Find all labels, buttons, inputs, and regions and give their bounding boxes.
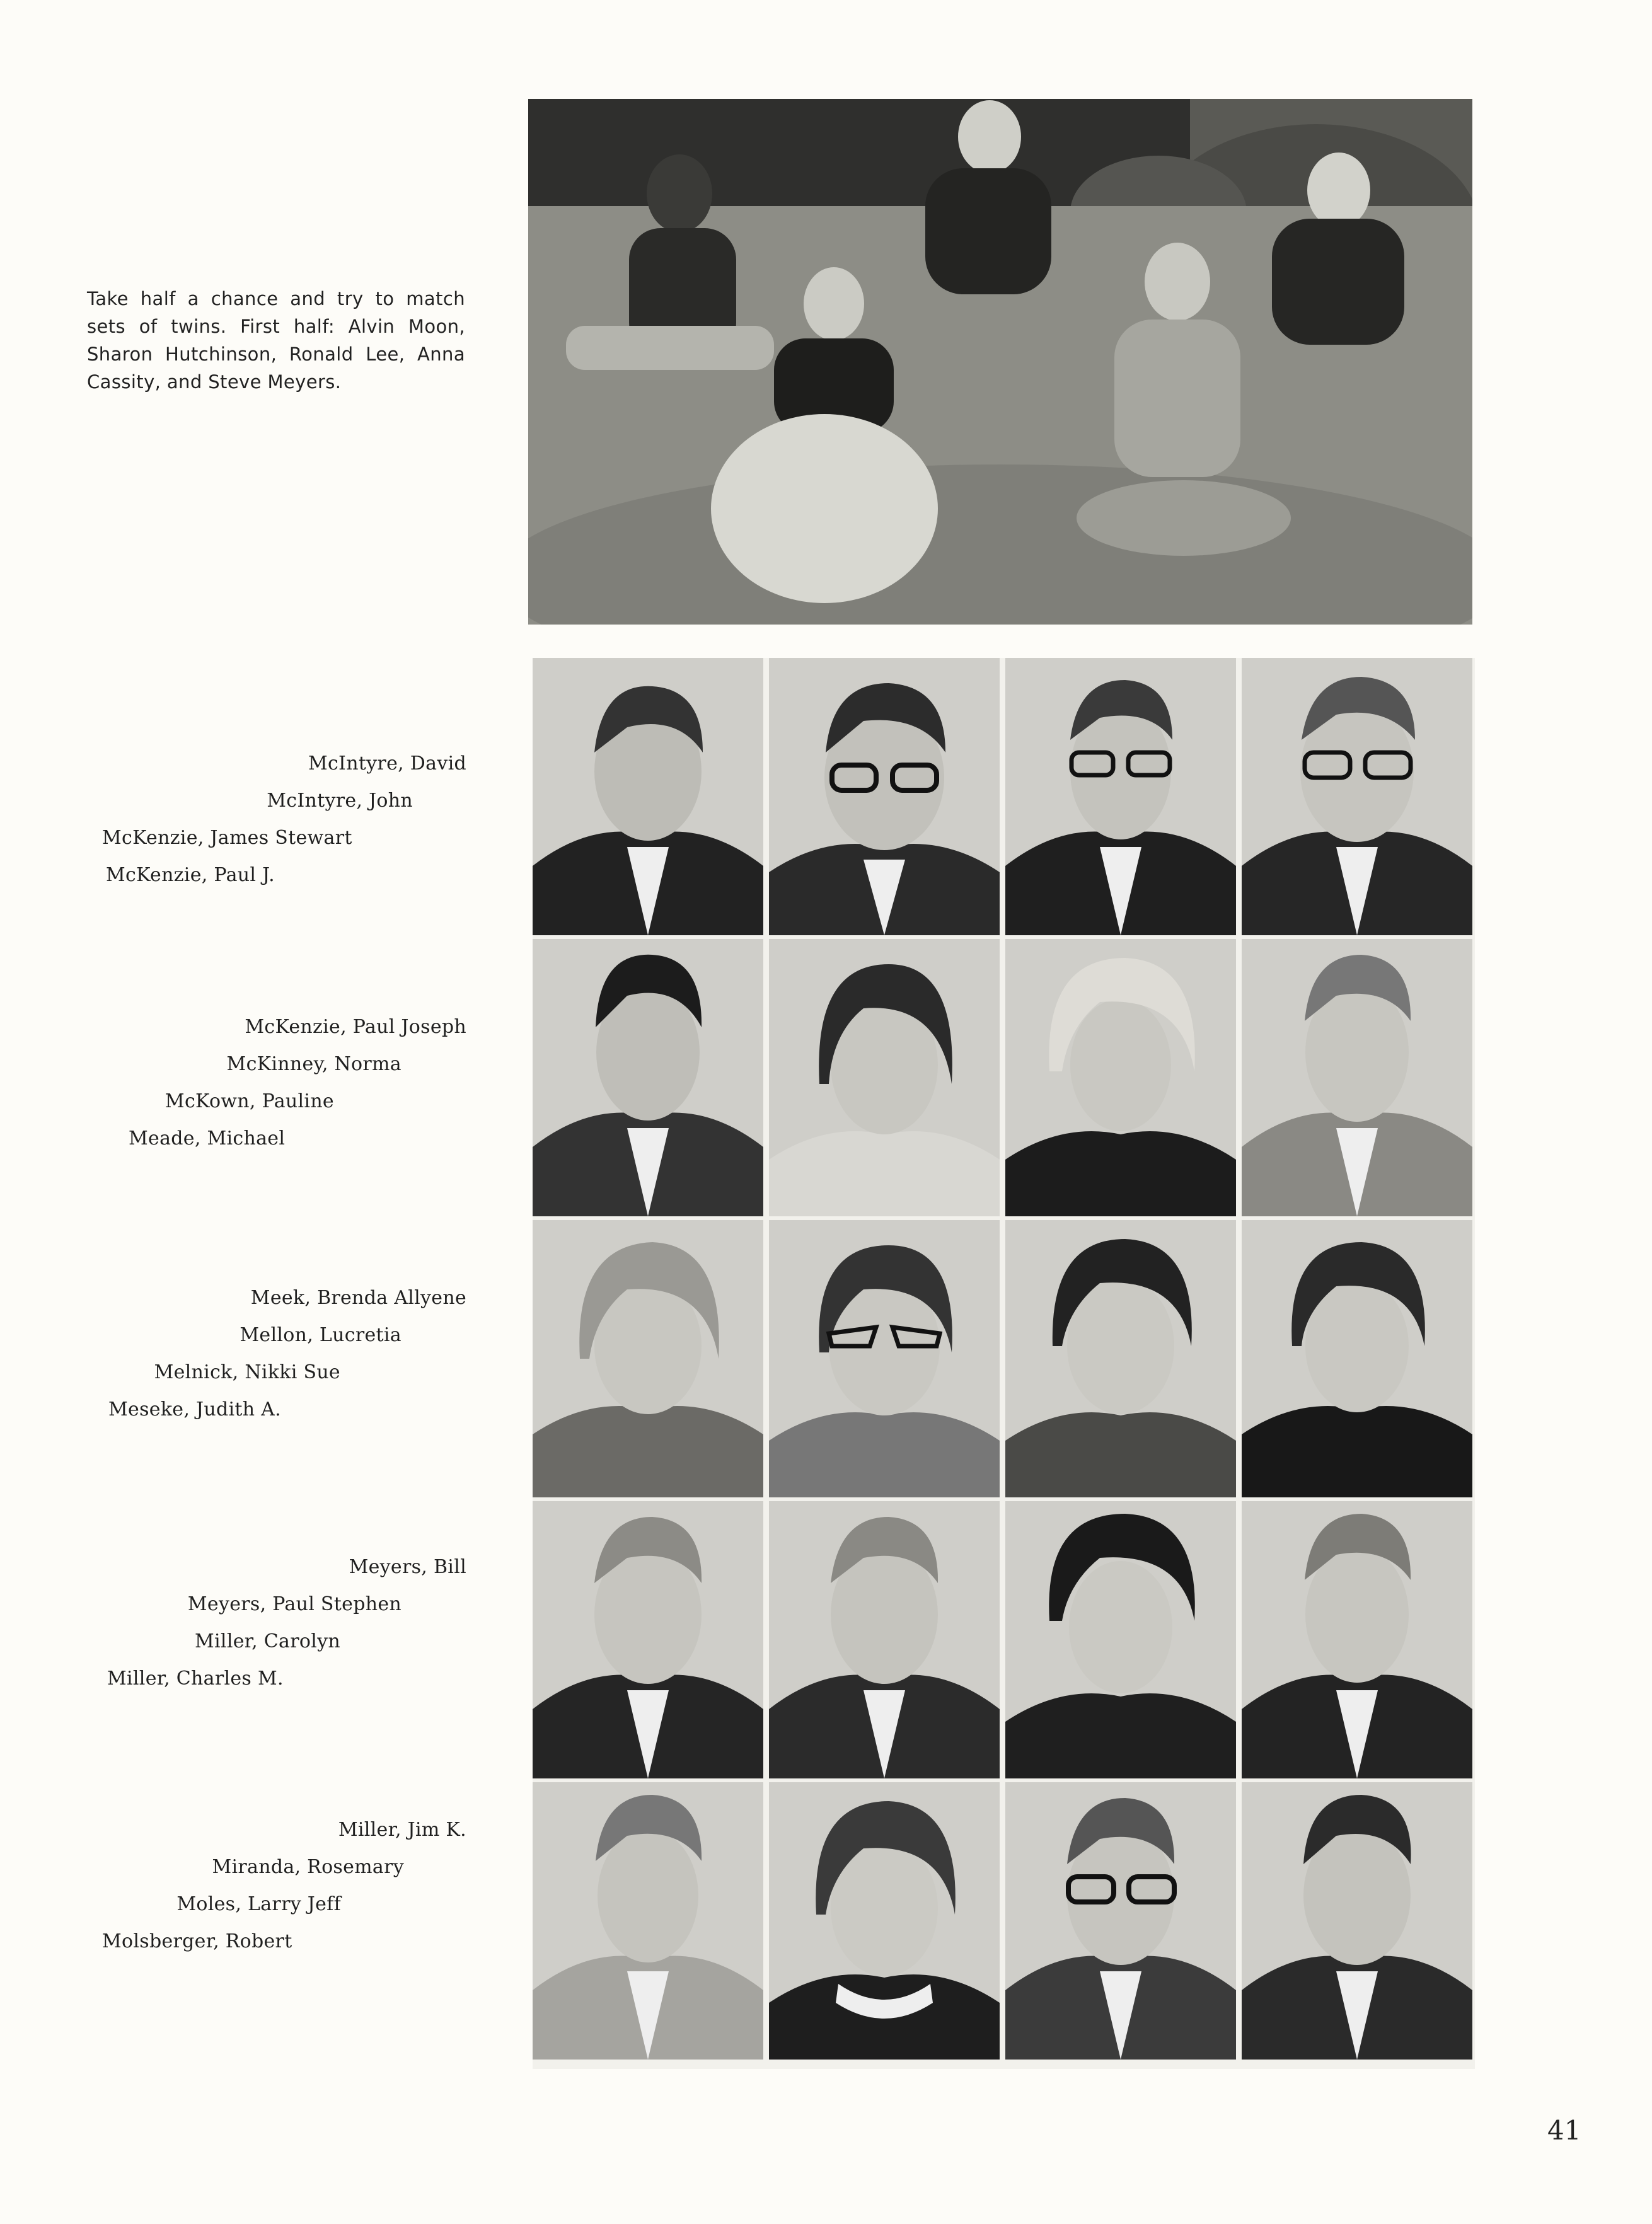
student-name: Melnick, Nikki Sue: [154, 1361, 340, 1383]
student-name: Meyers, Paul Stephen: [187, 1593, 401, 1615]
portrait-miller-carolyn: [1005, 1501, 1236, 1778]
portrait-mellon-lucretia: [769, 1220, 1000, 1497]
student-name: Miller, Charles M.: [107, 1668, 284, 1690]
portrait-mckenzie-paul-joseph: [533, 939, 763, 1216]
group-photo-caption: Take half a chance and try to match sets of twins. First half: Alvin Moon, Sharon Hutchinson, Ronald Lee, Anna Cassity, and Steve Meyers.: [87, 288, 465, 393]
portrait-row: [533, 1220, 1475, 1497]
name-list: [95, 751, 466, 915]
portrait-row: [533, 658, 1475, 935]
student-name: Miller, Jim K.: [338, 1819, 466, 1841]
portrait-miller-charles-m: [1242, 1501, 1472, 1778]
portrait-meseke-judith-a: [1242, 1220, 1472, 1497]
portrait-mckenzie-james-stewart: [1005, 658, 1236, 935]
name-list: [95, 1818, 466, 1981]
student-name: Miller, Carolyn: [195, 1630, 340, 1652]
name-list: [95, 1015, 466, 1178]
portrait-miranda-rosemary: [769, 1782, 1000, 2060]
portrait-meyers-bill: [533, 1501, 763, 1778]
portrait-row: [533, 939, 1475, 1216]
portrait-molsberger-robert: [1242, 1782, 1472, 2060]
student-name: McKenzie, Paul Joseph: [245, 1016, 466, 1038]
portrait-mckenzie-paul-j: [1242, 658, 1472, 935]
portrait-mcintyre-john: [769, 658, 1000, 935]
student-name: McIntyre, John: [267, 790, 413, 812]
portrait-meek-brenda-allyene: [533, 1220, 763, 1497]
student-name: McKinney, Norma: [226, 1053, 401, 1075]
portrait-row: [533, 1782, 1475, 2060]
student-name: Meyers, Bill: [349, 1556, 466, 1578]
student-name: Meek, Brenda Allyene: [250, 1287, 466, 1309]
page-number: 41: [1547, 2115, 1581, 2146]
student-name: McKenzie, James Stewart: [102, 827, 352, 849]
portrait-mckown-pauline: [1005, 939, 1236, 1216]
student-name: Meseke, Judith A.: [108, 1398, 281, 1420]
portrait-mcintyre-david: [533, 658, 763, 935]
portrait-miller-jim-k: [533, 1782, 763, 2060]
twins-group-photo: [528, 99, 1472, 625]
name-list: [95, 1555, 466, 1719]
portrait-grid: [533, 658, 1475, 2069]
student-name: Mellon, Lucretia: [240, 1324, 401, 1346]
student-name: McKown, Pauline: [165, 1090, 334, 1112]
portrait-moles-larry-jeff: [1005, 1782, 1236, 2060]
student-name: McIntyre, David: [308, 752, 466, 775]
student-name: Moles, Larry Jeff: [176, 1893, 341, 1915]
portrait-row: [533, 1501, 1475, 1778]
student-name: Molsberger, Robert: [102, 1930, 292, 1952]
portrait-mckinney-norma: [769, 939, 1000, 1216]
student-name: Miranda, Rosemary: [212, 1856, 404, 1878]
portrait-meyers-paul-stephen: [769, 1501, 1000, 1778]
portrait-meade-michael: [1242, 939, 1472, 1216]
portrait-melnick-nikki-sue: [1005, 1220, 1236, 1497]
student-name: Meade, Michael: [129, 1127, 286, 1149]
name-list: [95, 1286, 466, 1449]
student-name: McKenzie, Paul J.: [106, 864, 275, 886]
